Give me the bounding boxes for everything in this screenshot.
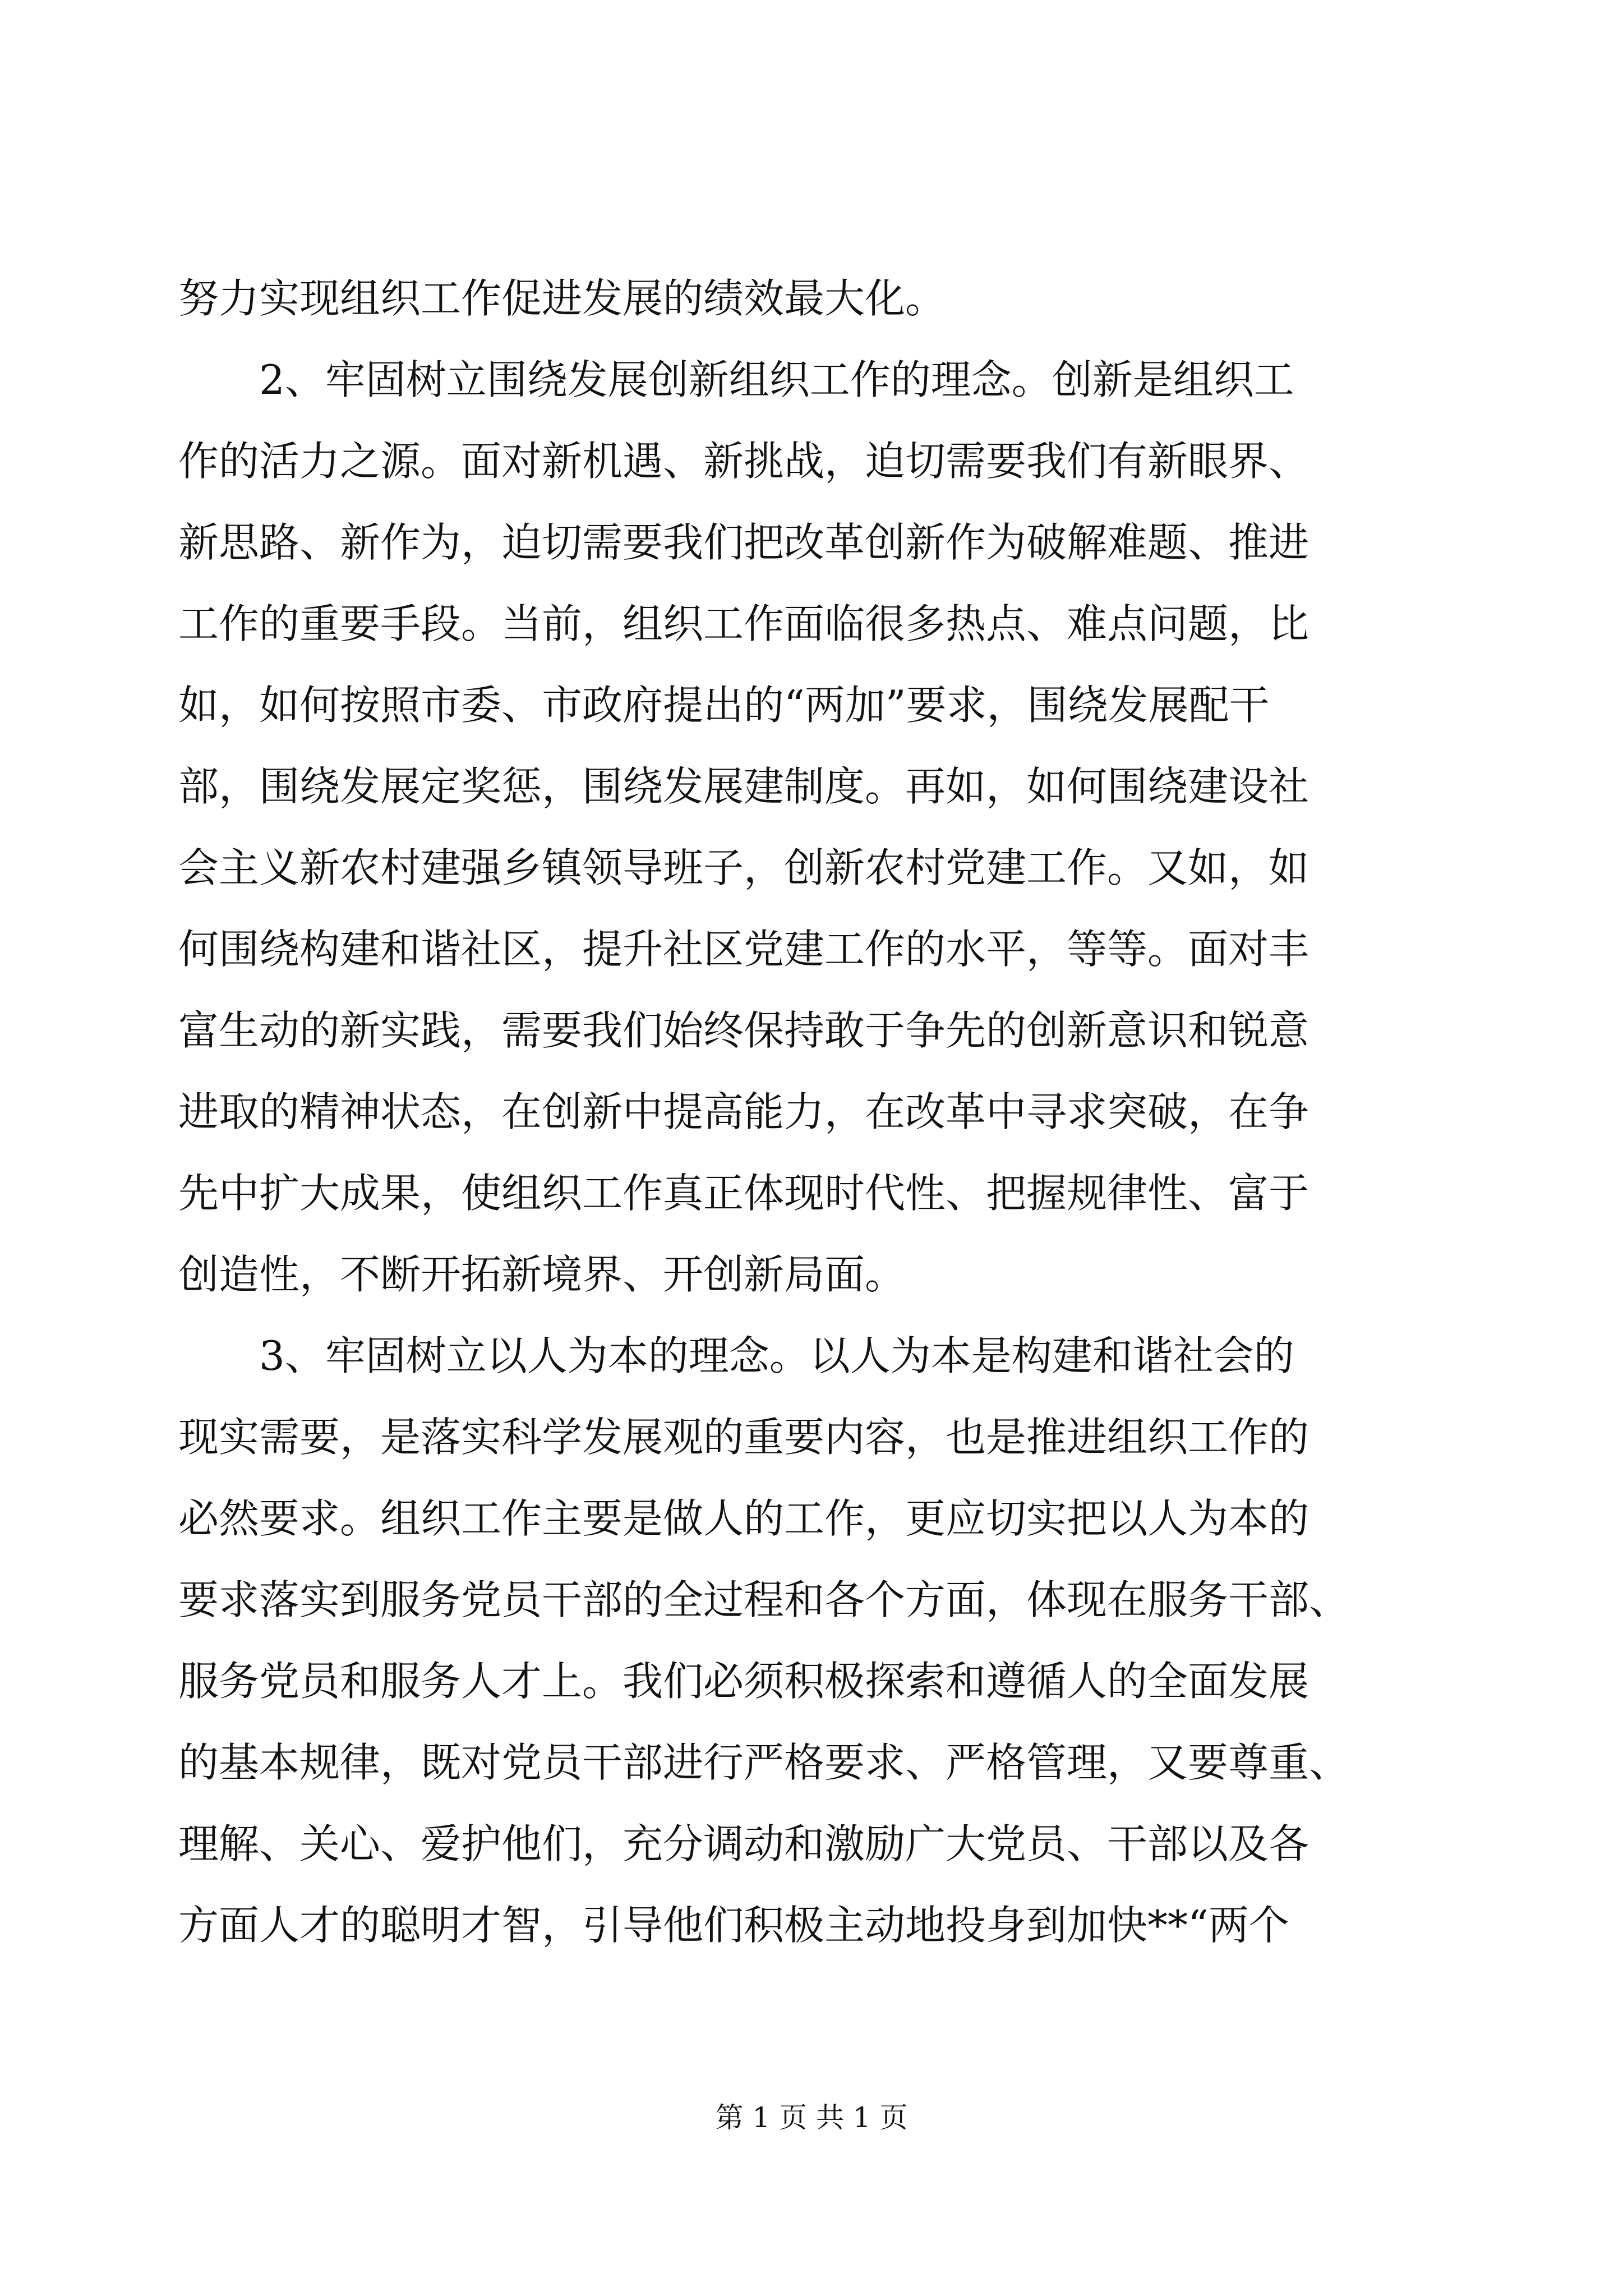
text-line: 作的活力之源。面对新机遇、新挑战，迫切需要我们有新眼界、 (178, 438, 1310, 485)
text-line: 的基本规律，既对党员干部进行严格要求、严格管理，又要尊重、 (178, 1739, 1350, 1786)
text-line: 部，围绕发展定奖惩，围绕发展建制度。再如，如何围绕建设社 (178, 763, 1310, 810)
text-line: 服务党员和服务人才上。我们必须积极探索和遵循人的全面发展 (178, 1658, 1310, 1705)
text-line: 方面人才的聪明才智，引导他们积极主动地投身到加快**“两个 (178, 1902, 1289, 1949)
text-line: 富生动的新实践，需要我们始终保持敢于争先的创新意识和锐意 (178, 1007, 1310, 1054)
text-line: 要求落实到服务党员干部的全过程和各个方面，体现在服务干部、 (178, 1576, 1350, 1623)
text-line: 必然要求。组织工作主要是做人的工作，更应切实把以人为本的 (178, 1495, 1310, 1542)
text-line: 努力实现组织工作促进发展的绩效最大化。 (178, 275, 946, 322)
paragraph-start-line: 3、牢固树立以人为本的理念。以人为本是构建和谐社会的 (259, 1332, 1294, 1379)
text-line: 理解、关心、爱护他们，充分调动和激励广大党员、干部以及各 (178, 1820, 1310, 1867)
text-line: 工作的重要手段。当前，组织工作面临很多热点、难点问题，比 (178, 600, 1310, 647)
text-line: 如，如何按照市委、市政府提出的“两加”要求，围绕发展配干 (178, 682, 1270, 729)
text-line: 先中扩大成果，使组织工作真正体现时代性、把握规律性、富于 (178, 1170, 1310, 1217)
page-number-label: 第 1 页 共 1 页 (715, 2101, 908, 2134)
text-line: 创造性，不断开拓新境界、开创新局面。 (178, 1251, 906, 1298)
text-line: 进取的精神状态，在创新中提高能力，在改革中寻求突破，在争 (178, 1088, 1310, 1135)
text-line: 新思路、新作为，迫切需要我们把改革创新作为破解难题、推进 (178, 519, 1310, 566)
text-line: 何围绕构建和谐社区，提升社区党建工作的水平，等等。面对丰 (178, 926, 1310, 973)
text-line: 现实需要，是落实科学发展观的重要内容，也是推进组织工作的 (178, 1414, 1310, 1461)
page-footer (0, 2098, 1623, 2137)
document-body (178, 258, 1440, 1966)
text-line: 会主义新农村建强乡镇领导班子，创新农村党建工作。又如，如 (178, 844, 1310, 891)
paragraph-start-line: 2、牢固树立围绕发展创新组织工作的理念。创新是组织工 (259, 356, 1294, 403)
